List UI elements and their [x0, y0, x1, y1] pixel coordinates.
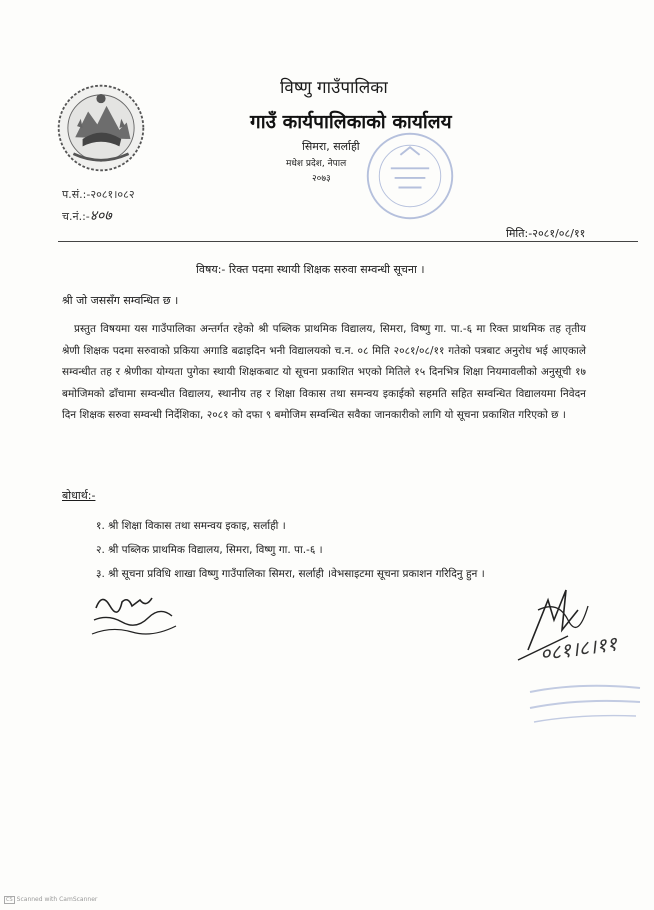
- cc-item: ३. श्री सूचना प्रविधि शाखा विष्णु गाउँपालिका सिमरा, सर्लाही ।वेभसाइटमा सूचना प्रकाशन गरिदिनु हुन ।: [96, 568, 485, 580]
- office-address: सिमरा, सर्लाही: [302, 140, 360, 153]
- left-signature: [88, 586, 188, 646]
- dispatch-number-value: ४०७: [89, 208, 112, 224]
- cc-list: [96, 514, 485, 586]
- reference-number: [62, 187, 135, 202]
- cc-item: २. श्री पब्लिक प्राथमिक विद्यालय, सिमरा, विष्णु गा. पा.-६ ।: [96, 544, 323, 556]
- cc-title: बोधार्थ:-: [62, 489, 96, 502]
- letter-date: मिति:-२०८१/०८/११: [506, 227, 586, 240]
- reference-number-value: २०८१।०८२: [90, 188, 135, 201]
- dispatch-number: [62, 206, 112, 225]
- salutation: श्री जो जससँग सम्वन्धित छ ।: [62, 294, 179, 307]
- reference-number-label: प.सं.:-: [62, 188, 91, 201]
- office-province: मधेश प्रदेश, नेपाल: [286, 159, 347, 169]
- officer-stamp-icon: [520, 672, 650, 732]
- scanner-watermark-text: Scanned with CamScanner: [16, 896, 98, 903]
- notice-body: प्रस्तुत विषयमा यस गाउँपालिका अन्तर्गत रहेको श्री पब्लिक प्राथमिक विद्यालय, सिमरा, विष्णु गा. पा.-६ मा रिक्त प्राथमिक तह तृतीय श्रेणी शिक्षक पदमा सरुवाको प्रकिया अगाडि बढाइदिन भनी विद्यालयको च.न. ०८ मिति २०८१/०८/११ गतेको पत्रबाट अनुरोध भई आएकाले सम्वन्धीत तह र श्रेणीका योग्यता पुगेका स्थायी शिक्षकबाट यो सूचना प्रकाशित भएको मितिले १५ दिनभित्र शिक्षा नियमावलीको अनुसूची १७ बमोजिमको ढाँचामा सम्वन्धीत विद्यालय, स्थानीय तह र शिक्षा विकास तथा समन्वय इकाईको सहमति सहित सम्वन्धित विद्यालयमा निवेदन दिन शिक्षक सरुवा सम्वन्धी निर्देशिका, २०८१ को दफा ९ बमोजिम सम्वन्धित सवैका जानकारीको लागि यो सूचना प्रकाशित गरिएको छ ।: [62, 323, 586, 421]
- office-stamp-icon: [362, 128, 458, 224]
- right-signature-date: ०८१।८।११: [538, 631, 619, 666]
- office-established-year: २०७३: [312, 174, 331, 184]
- office-name: गाउँ कार्यपालिकाको कार्यालय: [250, 111, 452, 133]
- camscanner-icon: CS: [6, 897, 13, 903]
- subject-line: विषय:- रिक्त पदमा स्थायी शिक्षक सरुवा सम्वन्धी सूचना ।: [196, 263, 425, 276]
- cc-item: १. श्री शिक्षा विकास तथा समन्वय इकाइ, सर्लाही ।: [96, 520, 286, 532]
- scanner-watermark: [4, 896, 97, 904]
- nepal-emblem-icon: [55, 82, 147, 174]
- municipality-name: विष्णु गाउँपालिका: [280, 78, 388, 98]
- dispatch-number-label: च.नं.:-: [62, 210, 90, 223]
- header-divider: [58, 241, 638, 242]
